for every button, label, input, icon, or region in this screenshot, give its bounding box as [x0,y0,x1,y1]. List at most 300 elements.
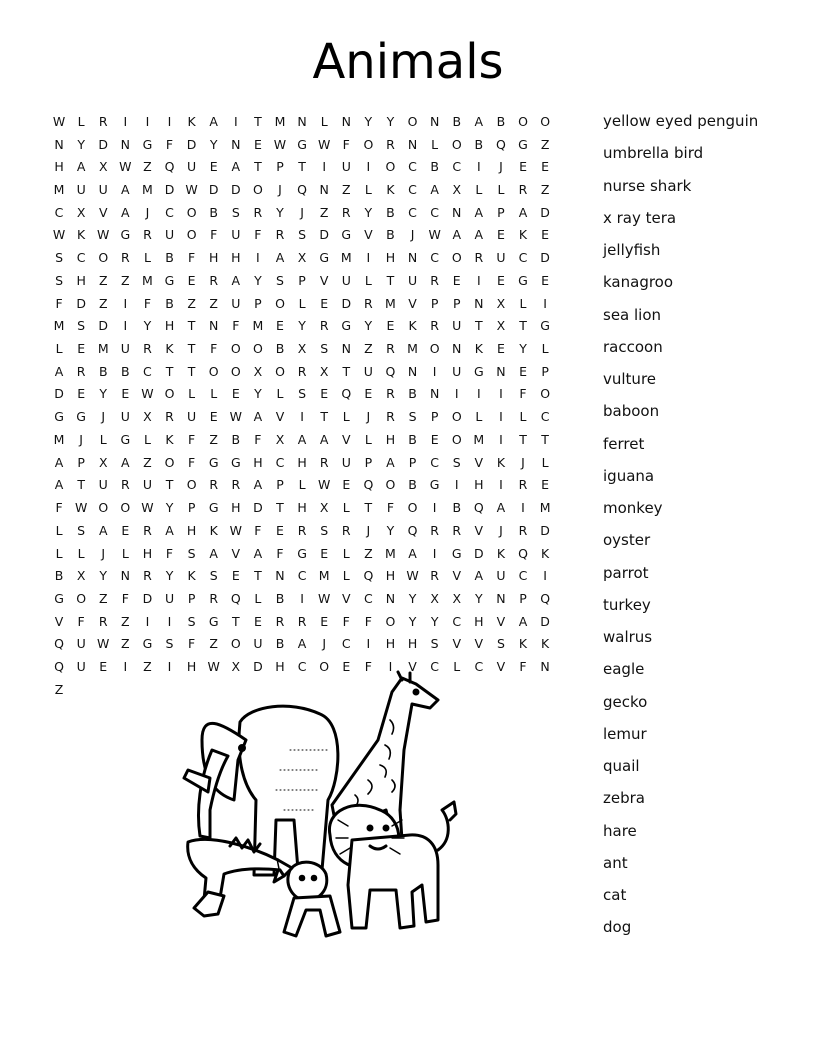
grid-letter: G [518,136,528,152]
grid-letter: J [79,431,83,447]
grid-letter: P [276,477,284,493]
grid-letter: V [408,295,417,311]
grid-letter: K [187,568,196,584]
grid-letter: I [123,113,128,129]
grid-letter: A [275,250,285,266]
grid-letter: R [297,613,307,629]
grid-letter: S [298,227,307,243]
grid-letter: C [297,659,307,675]
grid-letter: X [275,431,285,447]
grid-letter: E [364,386,373,402]
grid-letter: K [77,227,86,243]
grid-letter: R [518,522,528,538]
grid-letter: L [320,113,328,129]
grid-letter: V [474,454,484,470]
grid-letter: W [317,477,331,493]
grid-letter: L [188,386,196,402]
grid-letter: A [430,182,439,198]
grid-letter: K [187,113,196,129]
grid-letter: I [432,363,437,379]
grid-letter: H [385,636,396,652]
grid-letter: E [209,409,218,425]
word-list-item: turkey [603,595,651,614]
grid-letter: N [429,386,440,402]
grid-letter: A [98,522,108,538]
grid-letter: R [341,522,351,538]
grid-letter: U [76,182,86,198]
grid-letter: U [187,159,197,175]
grid-letter: Z [187,295,196,311]
grid-letter: Z [540,136,550,152]
grid-letter: U [76,659,86,675]
grid-letter: Z [143,159,152,175]
grid-letter: F [364,659,372,675]
grid-letter: Y [386,113,395,129]
grid-letter: B [231,431,241,447]
word-list-item: raccoon [603,337,663,356]
grid-letter: C [518,250,528,266]
grid-letter: Y [99,386,108,402]
grid-letter: C [165,204,174,220]
grid-letter: Y [165,568,174,584]
grid-letter: P [452,295,461,311]
grid-letter: D [319,227,329,243]
grid-letter: R [386,341,395,357]
grid-letter: O [76,590,87,606]
grid-letter: N [209,318,219,334]
grid-letter: L [364,272,372,288]
grid-letter: T [254,113,262,129]
grid-letter: X [253,363,263,379]
grid-letter: A [474,227,484,243]
grid-letter: C [430,204,439,220]
grid-letter: I [167,659,172,675]
grid-letter: K [165,341,174,357]
grid-letter: R [120,250,130,266]
grid-letter: S [231,204,240,220]
grid-letter: H [407,636,418,652]
grid-letter: B [452,500,462,516]
grid-letter: R [452,522,462,538]
grid-letter: E [386,318,395,334]
grid-letter: O [186,227,197,243]
grid-letter: Y [386,522,395,538]
grid-letter: R [209,590,219,606]
grid-letter: X [496,318,506,334]
grid-letter: A [54,477,64,493]
grid-letter: B [408,477,417,493]
grid-letter: E [253,136,262,152]
grid-letter: N [452,204,462,220]
grid-letter: W [406,568,419,584]
grid-letter: M [252,318,264,334]
grid-letter: I [256,250,260,266]
grid-letter: V [341,431,351,447]
grid-letter: F [188,636,196,652]
grid-letter: Y [209,136,218,152]
grid-letter: U [363,363,373,379]
grid-letter: O [518,113,528,129]
grid-letter: T [187,363,196,379]
grid-letter: I [499,431,503,447]
grid-letter: C [275,454,285,470]
grid-letter: A [209,545,218,561]
grid-letter: E [496,272,505,288]
grid-letter: J [145,204,150,220]
grid-letter: R [386,136,395,152]
grid-letter: U [98,477,108,493]
grid-letter: Q [407,522,418,538]
grid-letter: H [385,250,396,266]
word-list-item: iguana [603,466,655,485]
grid-letter: F [55,295,63,311]
grid-letter: C [363,590,373,606]
grid-letter: K [541,636,550,652]
grid-letter: L [254,590,262,606]
grid-letter: J [499,159,503,175]
grid-letter: H [209,250,219,266]
grid-letter: E [276,318,284,334]
grid-letter: C [408,204,417,220]
grid-letter: K [496,545,506,561]
grid-letter: W [273,136,287,152]
grid-letter: F [276,545,284,561]
grid-letter: L [364,431,372,447]
word-list-item: yellow eyed penguin [603,112,759,130]
word-list-item: lemur [603,724,647,743]
grid-letter: R [231,477,241,493]
word-list-item: jellyfish [603,241,661,259]
grid-letter: C [408,159,417,175]
grid-letter: A [474,568,484,584]
grid-letter: O [252,341,263,357]
grid-letter: B [165,250,174,266]
grid-letter: I [300,590,304,606]
grid-letter: X [452,182,462,198]
grid-letter: A [253,409,263,425]
grid-letter: K [165,431,174,447]
grid-letter: V [474,636,484,652]
grid-letter: A [54,454,64,470]
grid-letter: R [386,409,395,425]
grid-letter: W [207,659,220,675]
grid-letter: O [451,136,462,152]
grid-letter: I [300,409,304,425]
grid-letter: B [408,431,417,447]
grid-letter: F [77,613,85,629]
word-list-item: quail [603,757,640,775]
grid-letter: F [519,659,527,675]
grid-letter: U [76,636,86,652]
grid-letter: Z [341,182,351,198]
grid-letter: M [97,341,109,357]
grid-letter: T [298,159,306,175]
grid-letter: U [496,568,506,584]
grid-letter: L [453,659,461,675]
grid-letter: T [342,363,351,379]
grid-letter: Q [54,636,64,652]
grid-letter: X [76,568,86,584]
grid-letter: D [474,545,484,561]
grid-letter: E [519,363,527,379]
grid-letter: E [231,386,240,402]
grid-letter: I [366,159,371,175]
grid-letter: S [209,568,218,584]
grid-letter: B [386,204,395,220]
grid-letter: V [231,545,241,561]
grid-letter: R [430,568,439,584]
grid-letter: Y [254,272,262,288]
grid-letter: V [341,590,351,606]
grid-letter: O [186,477,197,493]
grid-letter: S [165,636,174,652]
grid-letter: O [186,204,197,220]
grid-letter: A [518,613,528,629]
grid-letter: E [276,522,284,538]
grid-letter: E [187,272,196,288]
grid-letter: O [385,613,396,629]
grid-letter: D [540,204,550,220]
grid-letter: R [98,113,108,129]
grid-letter: F [188,431,196,447]
grid-letter: C [430,454,439,470]
grid-letter: F [188,454,196,470]
grid-letter: E [342,477,351,493]
grid-letter: P [519,590,527,606]
grid-letter: F [519,386,527,402]
grid-letter: B [54,568,64,584]
grid-letter: L [143,250,151,266]
grid-letter: U [452,363,462,379]
grid-letter: U [231,295,241,311]
grid-letter: Y [165,500,174,516]
grid-letter: B [474,136,484,152]
grid-letter: C [430,250,439,266]
grid-letter: L [298,295,306,311]
grid-letter: R [209,272,219,288]
grid-letter: F [342,136,350,152]
grid-letter: G [208,613,219,629]
grid-letter: N [540,659,550,675]
grid-letter: H [385,568,396,584]
grid-letter: P [497,204,505,220]
grid-letter: V [408,659,417,675]
grid-letter: T [187,318,196,334]
grid-letter: I [123,659,128,675]
grid-letter: P [364,454,373,470]
grid-letter: U [452,318,462,334]
grid-letter: O [164,386,175,402]
grid-letter: I [499,477,503,493]
grid-letter: A [408,545,417,561]
grid-letter: N [385,590,396,606]
grid-letter: I [233,113,238,129]
grid-letter: C [518,568,528,584]
grid-letter: O [385,477,396,493]
grid-letter: P [187,590,196,606]
grid-letter: Y [408,590,417,606]
grid-letter: M [407,341,418,357]
grid-letter: F [342,613,350,629]
grid-letter: W [52,113,66,129]
grid-letter: B [98,363,108,379]
grid-letter: Z [209,431,218,447]
word-list-item: sea lion [603,305,662,324]
grid-letter: K [518,227,528,243]
grid-letter: R [253,204,263,220]
grid-letter: E [496,341,505,357]
grid-letter: B [408,386,417,402]
grid-letter: I [476,159,481,175]
grid-letter: S [496,636,505,652]
grid-letter: G [54,409,64,425]
grid-letter: K [209,522,218,538]
grid-letter: W [185,182,198,198]
grid-letter: K [474,341,483,357]
grid-letter: T [165,477,174,493]
grid-letter: R [143,568,152,584]
grid-letter: D [54,386,64,402]
grid-letter: R [386,386,395,402]
grid-letter: G [208,500,219,516]
grid-letter: R [76,363,86,379]
word-list-item: cat [603,886,627,904]
grid-letter: N [120,136,130,152]
grid-letter: R [275,613,285,629]
grid-letter: H [164,318,175,334]
grid-letter: L [541,341,549,357]
grid-letter: L [342,409,350,425]
grid-letter: T [77,477,85,493]
grid-letter: N [496,363,506,379]
grid-letter: T [320,409,328,425]
grid-letter: N [54,136,64,152]
grid-letter: C [430,659,439,675]
grid-letter: X [496,295,506,311]
grid-letter: I [322,159,327,175]
grid-letter: G [54,590,64,606]
grid-letter: A [518,204,528,220]
grid-letter: O [230,341,241,357]
grid-letter: X [297,250,307,266]
grid-letter: A [54,363,64,379]
grid-letter: G [540,318,550,334]
grid-letter: L [342,545,350,561]
grid-letter: D [186,136,197,152]
grid-letter: H [76,272,86,288]
grid-letter: Y [254,386,262,402]
grid-letter: T [541,431,549,447]
grid-letter: O [540,113,551,129]
grid-letter: D [76,295,86,311]
grid-letter: E [320,545,329,561]
grid-letter: G [297,545,307,561]
grid-letter: S [452,454,461,470]
grid-letter: C [474,659,484,675]
grid-letter: G [120,227,131,243]
grid-letter: S [55,272,64,288]
word-list-item: monkey [603,499,663,517]
grid-letter: O [98,500,109,516]
grid-letter: U [496,250,506,266]
grid-letter: G [297,136,307,152]
grid-letter: N [275,568,285,584]
grid-letter: L [143,431,151,447]
grid-letter: M [274,113,286,129]
grid-letter: D [253,500,263,516]
grid-letter: D [98,136,109,152]
grid-letter: X [297,341,307,357]
grid-letter: A [474,113,484,129]
grid-letter: I [388,659,393,675]
grid-letter: F [254,522,262,538]
word-list-item: parrot [603,563,649,582]
grid-letter: U [407,272,418,288]
grid-letter: M [53,182,65,198]
word-list-item: ferret [603,434,645,453]
grid-letter: R [297,522,307,538]
grid-letter: U [120,409,130,425]
grid-letter: H [474,477,484,493]
grid-letter: J [278,182,282,198]
grid-letter: E [541,227,550,243]
grid-letter: Y [519,341,527,357]
grid-letter: O [407,500,418,516]
grid-letter: G [230,454,241,470]
grid-letter: G [341,227,352,243]
grid-letter: C [143,363,152,379]
grid-letter: R [98,613,108,629]
grid-letter: P [254,295,262,311]
grid-letter: B [386,227,395,243]
grid-letter: M [142,272,153,288]
grid-letter: J [410,227,415,243]
grid-letter: L [342,500,350,516]
grid-letter: F [143,295,152,311]
grid-letter: Y [99,568,108,584]
grid-letter: Y [430,613,439,629]
grid-letter: A [319,431,329,447]
grid-letter: S [77,318,86,334]
grid-letter: F [188,250,196,266]
grid-letter: A [231,159,241,175]
grid-letter: Q [473,500,484,516]
grid-letter: D [540,613,550,629]
grid-letter: C [76,250,86,266]
grid-letter: O [451,409,462,425]
word-list-item: ant [603,853,628,872]
word-list-item: dog [603,918,632,937]
grid-letter: Q [363,477,374,493]
grid-letter: V [98,204,108,220]
grid-letter: B [275,636,285,652]
grid-letter: L [77,113,85,129]
grid-letter: E [121,386,130,402]
grid-letter: W [229,409,242,425]
grid-letter: L [121,545,129,561]
grid-letter: E [121,522,130,538]
grid-letter: M [340,250,352,266]
grid-letter: X [98,159,108,175]
grid-letter: L [77,545,85,561]
grid-letter: Z [143,659,152,675]
grid-letter: H [297,500,307,516]
grid-letter: E [541,477,550,493]
grid-letter: W [52,227,66,243]
grid-letter: X [76,204,86,220]
grid-letter: E [541,159,550,175]
grid-letter: P [187,500,196,516]
